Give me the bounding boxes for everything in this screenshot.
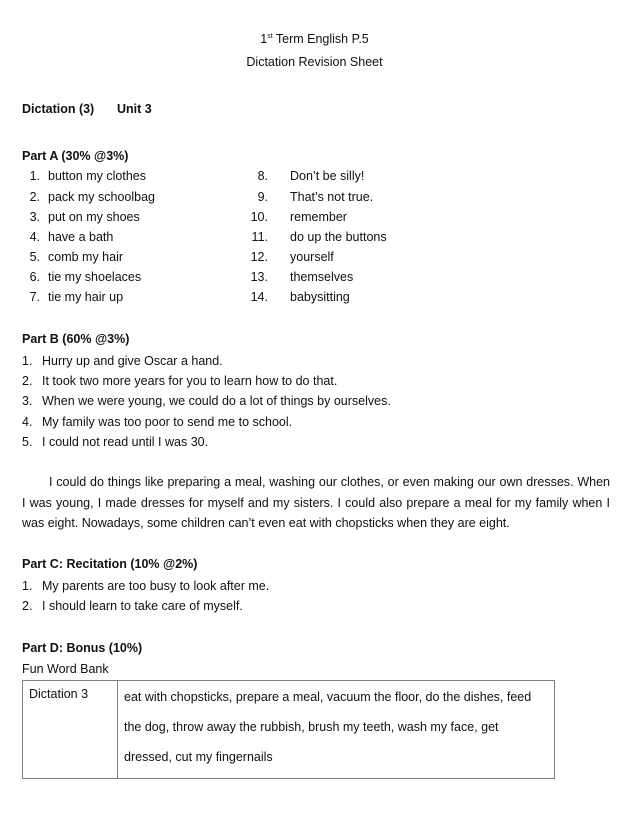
item-text: themselves [290, 270, 354, 284]
item-number: 4. [22, 415, 33, 429]
table-row [23, 681, 555, 779]
item-text: When we were young, we could do a lot of things by ourselves. [42, 394, 391, 408]
document-subtitle: Dictation Revision Sheet [246, 55, 383, 69]
item-number: 14. [250, 290, 268, 304]
item-text: comb my hair [48, 250, 124, 264]
item-text: remember [290, 210, 347, 224]
item-text: I could not read until I was 30. [42, 435, 209, 449]
item-number: 6. [29, 270, 40, 284]
unit-label: Unit 3 [117, 102, 152, 116]
item-text: My family was too poor to send me to school. [42, 415, 293, 429]
item-text: That’s not true. [290, 190, 374, 204]
item-number: 7. [29, 290, 40, 304]
title-prefix: 1 [260, 32, 268, 46]
item-number: 2. [22, 599, 33, 613]
item-text: tie my hair up [48, 290, 124, 304]
item-number: 4. [29, 230, 40, 244]
item-text: Don’t be silly! [290, 169, 365, 183]
item-text: tie my shoelaces [48, 270, 142, 284]
item-number: 13. [250, 270, 268, 284]
word-bank-title: Fun Word Bank [22, 662, 109, 676]
item-text: It took two more years for you to learn how to do that. [42, 374, 338, 388]
word-bank-table [22, 680, 555, 779]
item-number: 2. [22, 374, 33, 388]
item-number: 8. [257, 169, 268, 183]
item-number: 10. [250, 210, 268, 224]
item-number: 5. [22, 435, 33, 449]
item-number: 12. [250, 250, 268, 264]
item-text: babysitting [290, 290, 350, 304]
part-b-paragraph: I could do things like preparing a meal, washing our clothes, or even making our own dresses. When I was young, I made dresses for myself and my sisters. I could also prepare a meal for my family when I was eight. Nowadays, some children can’t even eat with chopsticks when they are eight. [22, 475, 610, 530]
part-c-heading: Part C: Recitation (10% @2%) [22, 557, 198, 571]
item-text: yourself [290, 250, 334, 264]
item-text: Hurry up and give Oscar a hand. [42, 354, 223, 368]
item-text: have a bath [48, 230, 114, 244]
document-title [0, 32, 629, 46]
part-a-heading: Part A (30% @3%) [22, 149, 129, 163]
item-number: 11. [251, 230, 268, 244]
item-text: put on my shoes [48, 210, 140, 224]
item-text: button my clothes [48, 169, 146, 183]
item-number: 1. [22, 354, 33, 368]
item-number: 3. [22, 394, 33, 408]
item-text: I should learn to take care of myself. [42, 599, 243, 613]
item-number: 1. [22, 579, 33, 593]
part-b-heading: Part B (60% @3%) [22, 332, 130, 346]
item-text: My parents are too busy to look after me. [42, 579, 270, 593]
dictation-label: Dictation (3) [22, 102, 95, 116]
item-number: 1. [29, 169, 40, 183]
title-rest: Term English P.5 [272, 32, 369, 46]
title-superscript: st [267, 33, 273, 40]
item-number: 3. [29, 210, 40, 224]
item-number: 9. [257, 190, 268, 204]
word-bank-words: eat with chopsticks, prepare a meal, vacuum the floor, do the dishes, feed the dog, throw away the rubbish, brush my teeth, wash my face, get dressed, cut my fingernails [118, 681, 555, 779]
item-number: 5. [29, 250, 40, 264]
item-number: 2. [29, 190, 40, 204]
word-bank-label: Dictation 3 [23, 681, 118, 779]
item-text: do up the buttons [290, 230, 387, 244]
part-d-heading: Part D: Bonus (10%) [22, 641, 143, 655]
item-text: pack my schoolbag [48, 190, 156, 204]
